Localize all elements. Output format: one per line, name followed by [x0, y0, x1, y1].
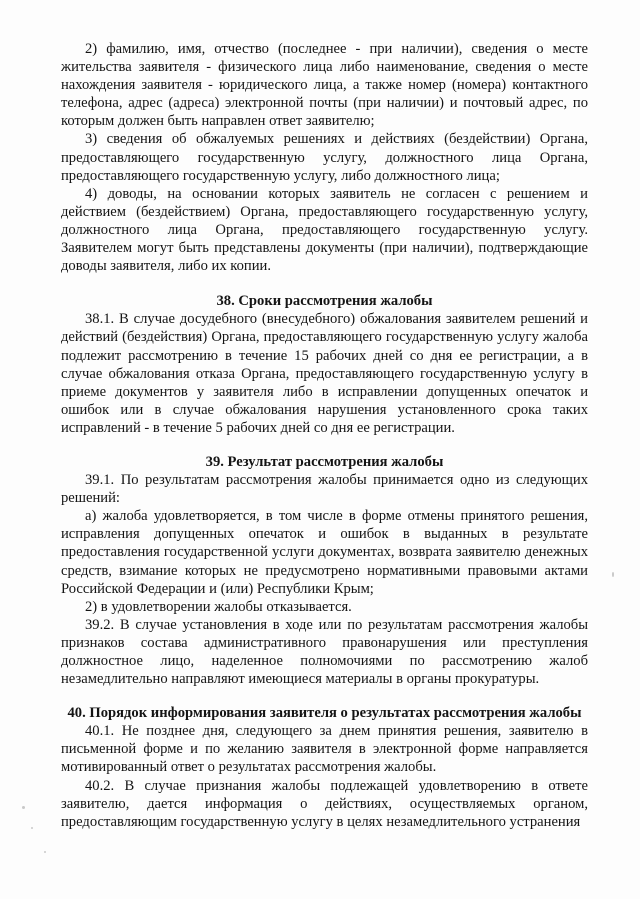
section-heading: 40. Порядок информирования заявителя о результатах рассмотрения жалобы: [67, 705, 582, 722]
paragraph: 4) доводы, на основании которых заявитель не согласен с решением и действием (бездействием) Органа, предоставляющего государственную услугу, должностного лица Органа, предоставляющего государственную услугу. Заявителем могут быть представлены документы (при наличии), подтверждающие доводы заявителя, либо их копии.: [61, 185, 588, 275]
section-heading: 38. Сроки рассмотрения жалобы: [216, 293, 433, 310]
paragraph: 2) фамилию, имя, отчество (последнее - при наличии), сведения о месте жительства заявителя - физического лица либо наименование, сведения о месте нахождения заявителя - юридического лица, а также номер (номера) контактного телефона, адрес (адреса) электронной почты (при наличии) и почтовый адрес, по которым должен быть направлен ответ заявителю;: [61, 41, 588, 130]
paragraph: 40.2. В случае признания жалобы подлежащей удовлетворению в ответе заявителю, дается информация о действиях, осуществляемых органом, предоставляющим государственную услугу в целях незамедлительного устранения: [61, 777, 588, 830]
section-38: [61, 292, 588, 437]
paragraph: 38.1. В случае досудебного (внесудебного) обжалования заявителем решений и действий (бездействия) Органа, предоставляющего государственную услугу жалоба подлежит рассмотрению в течение 15 рабочих дней со дня ее регистрации, а в случае обжалования отказа Органа, предоставляющего государственную услугу в приеме документов у заявителя либо в исправлении допущенных опечаток и ошибок или в случае обжалования нарушения установленного срока таких исправлений - в течение 5 рабочих дней со дня ее регистрации.: [61, 311, 588, 436]
paragraph: 40.1. Не позднее дня, следующего за днем принятия решения, заявителю в письменной форме и по желанию заявителя в электронной форме направляется мотивированный ответ о результатах рассмотрения жалобы.: [61, 723, 588, 776]
scan-speck: [22, 806, 25, 809]
paragraph: 3) сведения об обжалуемых решениях и действиях (бездействии) Органа, предоставляющего государственную услугу, должностного лица Органа, предоставляющего государственную услугу, либо должностного лица;: [61, 131, 588, 184]
paragraph: 39.2. В случае установления в ходе или по результатам рассмотрения жалобы признаков состава административного правонарушения или преступления должностное лицо, наделенное полномочиями по рассмотрению жалоб незамедлительно направляют имеющиеся материалы в органы прокуратуры.: [61, 616, 588, 688]
scan-speck: [612, 572, 614, 577]
scan-speck: [31, 827, 33, 829]
document-body: [61, 40, 588, 831]
scan-speck: [44, 851, 46, 853]
paragraph: 39.1. По результатам рассмотрения жалобы принимается одно из следующих решений:: [61, 472, 588, 507]
paragraph: а) жалоба удовлетворяется, в том числе в форме отмены принятого решения, исправления допущенных опечаток и ошибок в выданных в результате предоставления государственной услуги документах, возврата заявителю денежных средств, взимание которых не предусмотрено нормативными правовыми актами Российской Федерации и (или) Республики Крым;: [61, 508, 588, 597]
section-40: [61, 704, 588, 831]
intro-block: [61, 40, 588, 275]
paragraph: 2) в удовлетворении жалобы отказывается.: [85, 598, 352, 615]
section-39: [61, 453, 588, 688]
section-heading: 39. Результат рассмотрения жалобы: [205, 453, 444, 470]
